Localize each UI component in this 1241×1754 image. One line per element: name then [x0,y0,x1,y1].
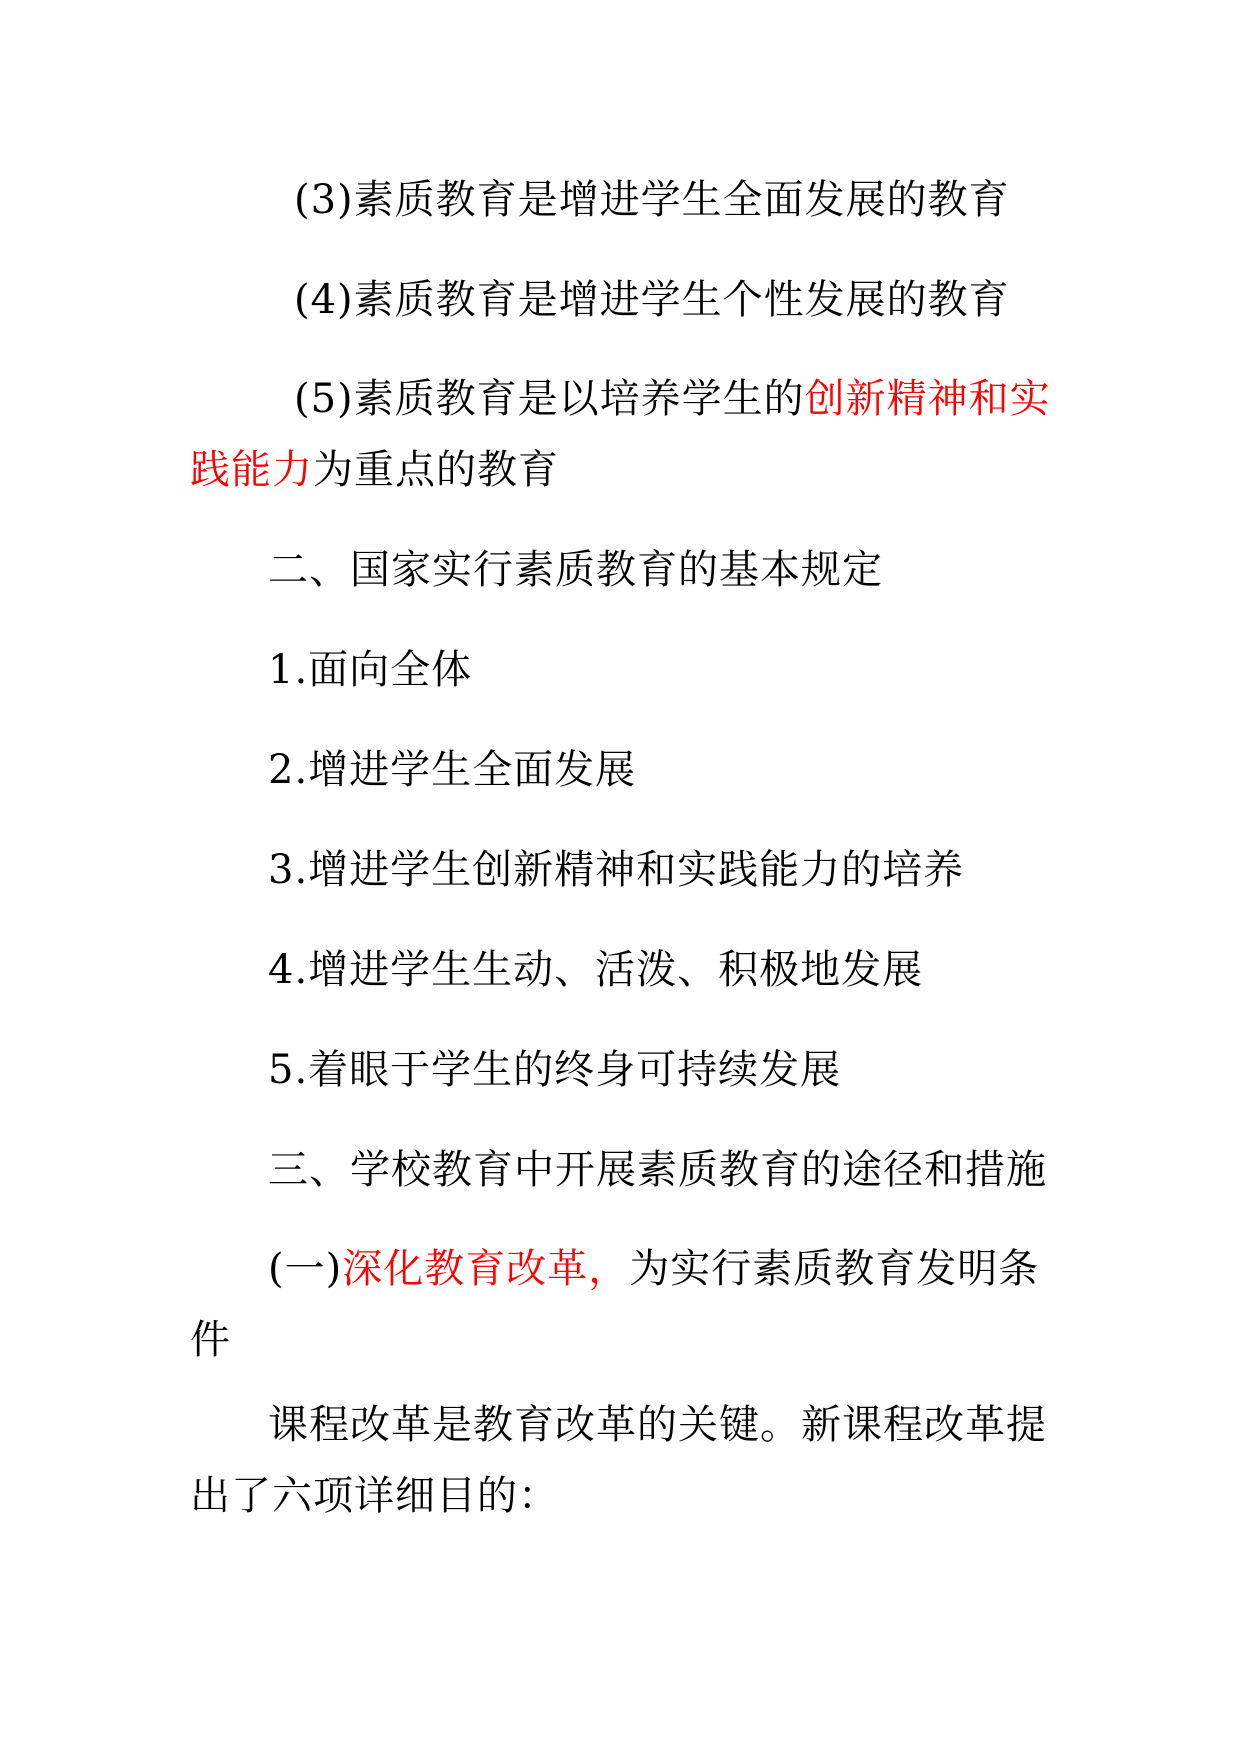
highlight-deepen-reform: 深化教育改革， [342,1246,630,1292]
document-page [190,150,1070,1546]
section-heading-2: 二、国家实行素质教育的基本规定 [268,547,883,593]
rule-item-4: 4.增进学生生动、活泼、积极地发展 [268,947,924,993]
subsection-1-suffix: 为实行素质教育发明条件 [190,1246,1040,1363]
highlight-innovation-practice: 创新精神和实践能力 [190,376,1051,493]
list-item-3: (3)素质教育是增进学生全面发展的教育 [294,177,1010,223]
rule-item-3: 3.增进学生创新精神和实践能力的培养 [268,847,965,893]
subsection-1-prefix: (一) [268,1246,343,1292]
rule-item-2: 2.增进学生全面发展 [268,747,637,793]
list-item-4: (4)素质教育是增进学生个性发展的教育 [294,277,1010,323]
subsection-heading-1 [190,1234,1070,1376]
rule-item-5: 5.着眼于学生的终身可持续发展 [268,1047,842,1093]
list-item-5-prefix: (5)素质教育是以培养学生的 [294,376,805,422]
list-item-5 [190,364,1070,506]
rule-item-1: 1.面向全体 [268,647,473,693]
list-item-5-suffix: 为重点的教育 [313,447,559,493]
section-heading-3: 三、学校教育中开展素质教育的途径和措施 [268,1147,1047,1193]
body-paragraph: 课程改革是教育改革的关键。新课程改革提出了六项详细目的： [190,1402,1047,1519]
